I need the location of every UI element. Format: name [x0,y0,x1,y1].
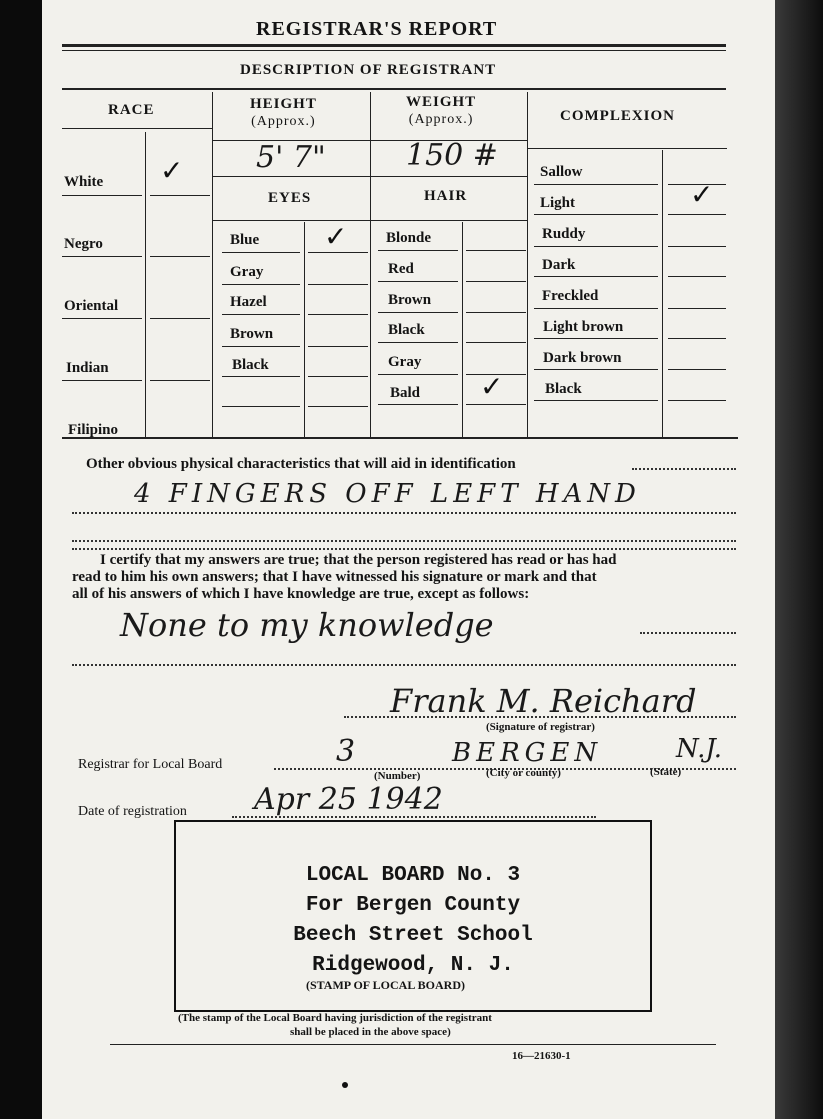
complexion-ruddy: Ruddy [542,226,586,242]
race-rule-4 [62,380,142,381]
white-check-mark: ✓ [160,154,184,187]
date-label: Date of registration [78,804,187,819]
complexion-rule-6 [534,338,658,339]
hair-check-rule-2 [466,281,526,282]
hair-rule-3 [378,312,458,313]
hair-blonde: Blonde [386,230,432,246]
signature-caption: (Signature of registrar) [486,721,595,733]
stamp-line-3: Beech Street School [293,924,533,947]
footnote-line-2: shall be placed in the above space) [290,1026,451,1038]
characteristics-label: Other obvious physical characteristics that will aid in identification [86,456,516,472]
footnote-line-1: (The stamp of the Local Board having jurisdiction of the registrant [178,1012,492,1024]
certify-line-3: all of his answers of which I have knowledge are true, except as follows: [72,586,530,602]
eyes-brown: Brown [230,326,274,342]
race-oriental: Oriental [64,298,119,314]
hair-bald: Bald [390,385,421,401]
eyes-rule-1 [222,252,300,253]
table-bottom-rule [62,437,738,439]
hair-check-col [462,222,463,437]
table-top-rule [62,88,726,90]
report-title: REGISTRAR'S REPORT [256,18,498,40]
characteristics-dots-1 [632,468,736,470]
complexion-check-rule-5 [668,308,726,309]
race-rule-3 [62,318,142,319]
footer-rule [110,1044,716,1045]
race-header: RACE [108,102,155,118]
race-indian: Indian [66,360,109,376]
race-check-rule-4 [150,380,210,381]
number-caption: (Number) [374,770,421,782]
board-number: 3 [336,734,356,769]
complexion-light-brown: Light brown [543,319,624,335]
title-rule-2 [62,50,726,51]
complexion-header: COMPLEXION [560,108,675,124]
complexion-light: Light [540,195,576,211]
hair-rule-6 [378,404,458,405]
eyes-check-col [304,222,305,437]
race-rule-2 [62,256,142,257]
complexion-black: Black [545,381,582,397]
eyes-check-rule-3 [308,314,368,315]
eyes-rule-3 [222,314,300,315]
complexion-check-rule-8 [668,400,726,401]
blue-eyes-check-mark: ✓ [324,220,348,253]
race-header-rule [62,128,212,129]
certify-line-2: read to him his own answers; that I have witnessed his signature or mark and that [72,569,597,585]
height-value: 5' 7" [256,140,326,175]
hair-check-rule-6 [466,404,526,405]
hair-check-rule-3 [466,312,526,313]
section-title: DESCRIPTION OF REGISTRANT [240,62,497,78]
stamp-caption: (STAMP OF LOCAL BOARD) [306,978,466,992]
registrar-signature: Frank M. Reichard [390,682,697,720]
signature-line [344,716,736,718]
eyes-hair-header-rule [212,220,527,221]
light-complexion-check-mark: ✓ [690,178,714,211]
eyes-check-rule-5 [308,376,368,377]
stamp-line-4: Ridgewood, N. J. [312,954,514,977]
height-weight-divider [370,92,371,437]
complexion-rule-7 [534,369,658,370]
race-divider [212,92,213,437]
weight-complexion-divider [527,92,528,437]
race-check-rule-3 [150,318,210,319]
eyes-check-rule-6 [308,406,368,407]
eyes-gray: Gray [230,264,264,280]
hair-rule-5 [378,374,458,375]
exceptions-dots-2 [72,664,736,666]
characteristics-value: 4 FINGERS OFF LEFT HAND [134,479,641,509]
complexion-rule-3 [534,246,658,247]
hair-brown: Brown [388,292,432,308]
punch-dot [342,1082,348,1088]
race-check-rule-1 [150,195,210,196]
hair-rule-4 [378,342,458,343]
complexion-rule-4 [534,276,658,277]
eyes-blue: Blue [230,232,260,248]
stamp-line-2: For Bergen County [305,894,521,917]
hair-rule-1 [378,250,458,251]
complexion-check-rule-4 [668,276,726,277]
complexion-dark-brown: Dark brown [543,350,622,366]
state-caption: (State) [650,766,682,778]
complexion-check-rule-2 [668,214,726,215]
characteristics-dots-4 [72,548,736,550]
complexion-check-rule-6 [668,338,726,339]
complexion-check-rule-7 [668,369,726,370]
hair-black: Black [388,322,425,338]
title-rule [62,44,726,47]
weight-header: WEIGHT (Approx.) [406,94,477,127]
registrar-label: Registrar for Local Board [78,757,223,772]
complexion-freckled: Freckled [542,288,599,304]
form-number: 16—21630-1 [512,1050,571,1062]
eyes-rule-2 [222,284,300,285]
state: N.J. [676,734,723,764]
registration-date: Apr 25 1942 [254,782,443,817]
race-rule-1 [62,195,142,196]
hair-check-rule-1 [466,250,526,251]
characteristics-dots-2 [72,512,736,514]
city-caption: (City or county) [486,767,561,779]
eyes-rule-4 [222,346,300,347]
exceptions-value: None to my knowledge [120,606,494,644]
characteristics-dots-3 [72,540,736,542]
eyes-hazel: Hazel [230,294,267,310]
city-county: BERGEN [452,738,603,768]
race-check-rule-2 [150,256,210,257]
bald-check-mark: ✓ [480,370,504,403]
eyes-check-rule-4 [308,346,368,347]
complexion-rule-1 [534,184,658,185]
complexion-check-rule-3 [668,246,726,247]
certify-line-1: I certify that my answers are true; that the person registered has read or has had [100,552,617,568]
hair-red: Red [388,261,414,277]
height-header: HEIGHT (Approx.) [250,96,317,129]
eyes-rule-6 [222,406,300,407]
race-white: White [64,174,104,190]
hair-rule-2 [378,281,458,282]
date-line [232,816,596,818]
stamp-box [174,820,652,1012]
hair-check-rule-4 [466,342,526,343]
eyes-check-rule-2 [308,284,368,285]
race-check-col [145,132,146,437]
measure-rule [212,176,527,177]
complexion-rule-8 [534,400,658,401]
race-negro: Negro [64,236,103,252]
complexion-header-rule [527,148,727,149]
hair-gray: Gray [388,354,422,370]
eyes-black: Black [232,357,269,373]
complexion-check-col [662,150,663,437]
weight-value: 150 # [406,138,498,173]
page-edge [775,0,823,1119]
complexion-rule-5 [534,308,658,309]
complexion-dark: Dark [542,257,576,273]
exceptions-dots-1 [640,632,736,634]
race-filipino: Filipino [68,422,119,438]
eyes-header: EYES [268,190,312,206]
complexion-sallow: Sallow [540,164,583,180]
hair-header: HAIR [424,188,468,204]
complexion-rule-2 [534,214,658,215]
eyes-rule-5 [222,376,300,377]
stamp-line-1: LOCAL BOARD No. 3 [305,864,521,887]
